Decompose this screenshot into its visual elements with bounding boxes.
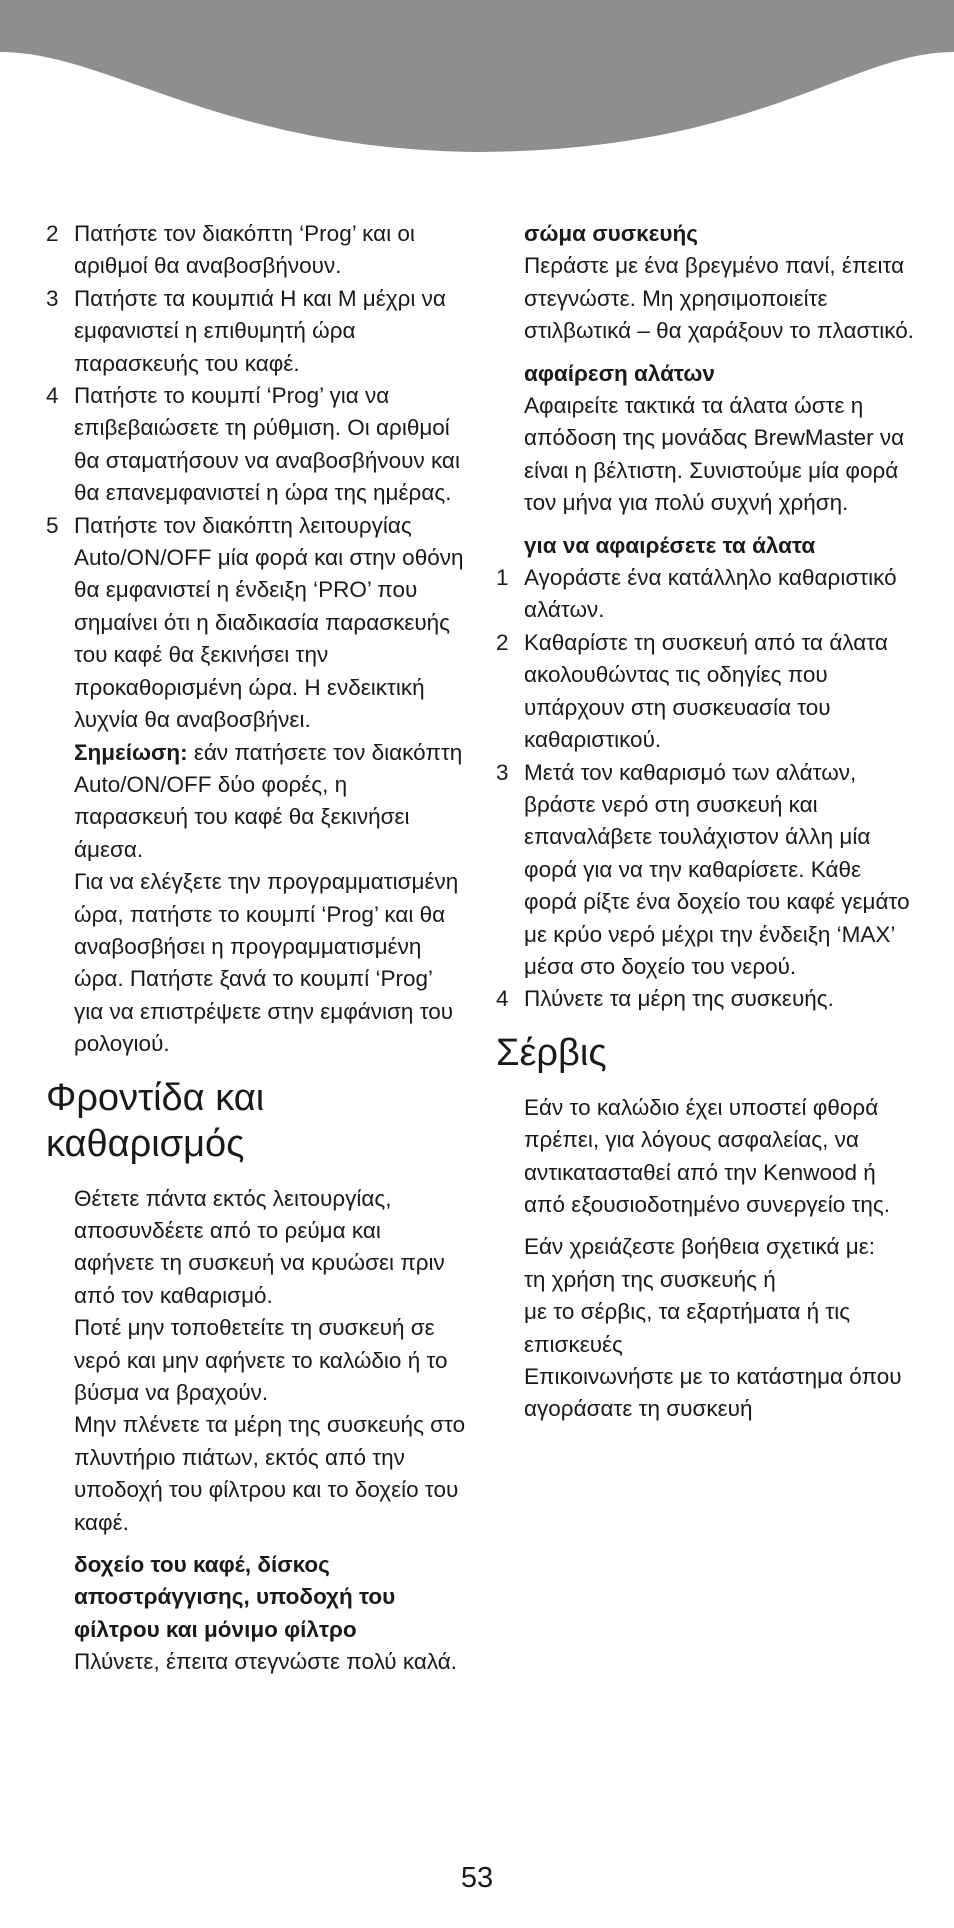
step-number: 2 [496,629,509,655]
step-number: 3 [496,759,509,785]
step-number: 4 [46,383,59,409]
note-label: Σημείωση: [74,739,188,765]
care-paragraph-1: Θέτετε πάντα εκτός λειτουργίας, αποσυνδέετε από το ρεύμα και αφήνετε τη συσκευή να κρυώσει πριν από τον καθαρισμό. [74,1185,445,1308]
help-line: Επικοινωνήστε με το κατάστημα όπου αγοράσατε τη συσκευή [524,1364,902,1422]
check-time-paragraph: Για να ελέγξετε την προγραμματισμένη ώρα, πατήστε το κουμπί ‘Prog’ και θα αναβοσβήσει η προγραμματισμένη ώρα. Πατήστε ξανά το κουμπί ‘Prog’ για να επιστρέψετε στην εμφάνιση του ρολογιού. [74,869,459,1057]
step-text: Πατήστε το κουμπί ‘Prog’ για να επιβεβαιώσετε τη ρύθμιση. Οι αριθμοί θα σταματήσουν να αναβοσβήνουν και θα επανεμφανιστεί η ώρα της ημέρας. [74,383,460,506]
step-number: 3 [46,285,59,311]
care-section-title [46,1075,466,1167]
help-line: Εάν χρειάζεστε βοήθεια σχετικά με: [524,1234,876,1260]
page-number: 53 [460,1862,494,1894]
service-section-title: Σέρβις [496,1031,607,1074]
body-heading: σώμα συσκευής [524,221,698,246]
help-paragraph [496,1231,916,1425]
step-text: Αγοράστε ένα κατάλληλο καθαριστικό αλάτων. [524,565,897,623]
list-item [46,283,466,380]
step-number: 4 [496,986,509,1012]
care-title-line2: καθαρισμός [46,1122,245,1165]
jug-text: Πλύνετε, έπειτα στεγνώστε πολύ καλά. [74,1649,458,1675]
step-number: 5 [46,512,59,538]
step-text: Πατήστε τον διακόπτη λειτουργίας Auto/ON/OFF μία φορά και στην οθόνη θα εμφανιστεί η ένδειξη ‘PRO’ που σημαίνει ότι η διαδικασία παρασκευής του καφέ θα ξεκινήσει την προκαθορισμένη ώρα. Η ενδεικτική λυχνία θα αναβοσβήνει. [74,512,464,733]
step-text: Πατήστε τα κουμπιά H και M μέχρι να εμφανιστεί η επιθυμητή ώρα παρασκευής του καφέ. [74,285,446,376]
note-text: εάν πατήσετε τον διακόπτη Auto/ON/OFF δύο φορές, η παρασκευή του καφέ θα ξεκινήσει άμεσα. [74,739,463,862]
header-wave-decoration [0,0,954,160]
list-item [496,627,916,757]
list-item [496,757,916,984]
descale-heading: αφαίρεση αλάτων [524,360,715,386]
care-paragraph-2: Ποτέ μην τοποθετείτε τη συσκευή σε νερό και μην αφήνετε το καλώδιο ή το βύσμα να βραχούν. [74,1315,448,1405]
help-line: με το σέρβις, τα εξαρτήματα ή τις επισκευές [524,1299,851,1357]
step-text: Καθαρίστε τη συσκευή από τα άλατα ακολουθώντας τις οδηγίες που υπάρχουν στη συσκευασία του καθαριστικού. [524,629,888,753]
step-number: 2 [46,221,59,246]
care-paragraph-3: Μην πλένετε τα μέρη της συσκευής στο πλυντήριο πιάτων, εκτός από την υποδοχή του φίλτρου και το δοχείο του καφέ. [74,1412,466,1535]
care-title-line1: Φροντίδα και [46,1076,265,1119]
service-paragraph: Εάν το καλώδιο έχει υποστεί φθορά πρέπει, για λόγους ασφαλείας, να αντικατασταθεί από την Kenwood ή από εξουσιοδοτημένο συνεργείο της. [524,1094,890,1217]
left-column [46,218,466,1679]
howto-heading: για να αφαιρέσετε τα άλατα [524,532,816,558]
step-text: Μετά τον καθαρισμό των αλάτων, βράστε νερό στη συσκευή και επαναλάβετε τουλάχιστον άλλη μία φορά για να την καθαρίσετε. Κάθε φορά ρίξτε ένα δοχείο του καφέ γεμάτο με κρύο νερό μέχρι την ένδειξη ‘MAX’ μέσα στο δοχείο του νερού. [524,759,910,979]
help-line: τη χρήση της συσκευής ή [524,1266,776,1292]
step-text: Πατήστε τον διακόπτη ‘Prog’ και οι αριθμοί θα αναβοσβήνουν. [74,221,415,279]
list-item [496,983,916,1015]
list-item [496,562,916,627]
list-item [46,380,466,510]
step-text: Πλύνετε τα μέρη της συσκευής. [524,986,834,1012]
descale-text: Αφαιρείτε τακτικά τα άλατα ώστε η απόδοση της μονάδας BrewMaster να είναι η βέλτιστη. Συνιστούμε μία φορά τον μήνα για πολύ συχνή χρήση. [524,393,905,516]
right-column [496,218,916,1426]
list-item [46,510,466,737]
note-paragraph [46,737,466,867]
step-number: 1 [496,565,509,591]
jug-heading: δοχείο του καφέ, δίσκος αποστράγγισης, υποδοχή του φίλτρου και μόνιμο φίλτρο [74,1552,396,1642]
list-item [46,218,466,283]
body-text: Περάστε με ένα βρεγμένο πανί, έπειτα στεγνώστε. Μη χρησιμοποιείτε στιλβωτικά – θα χαράξουν το πλαστικό. [524,253,914,344]
